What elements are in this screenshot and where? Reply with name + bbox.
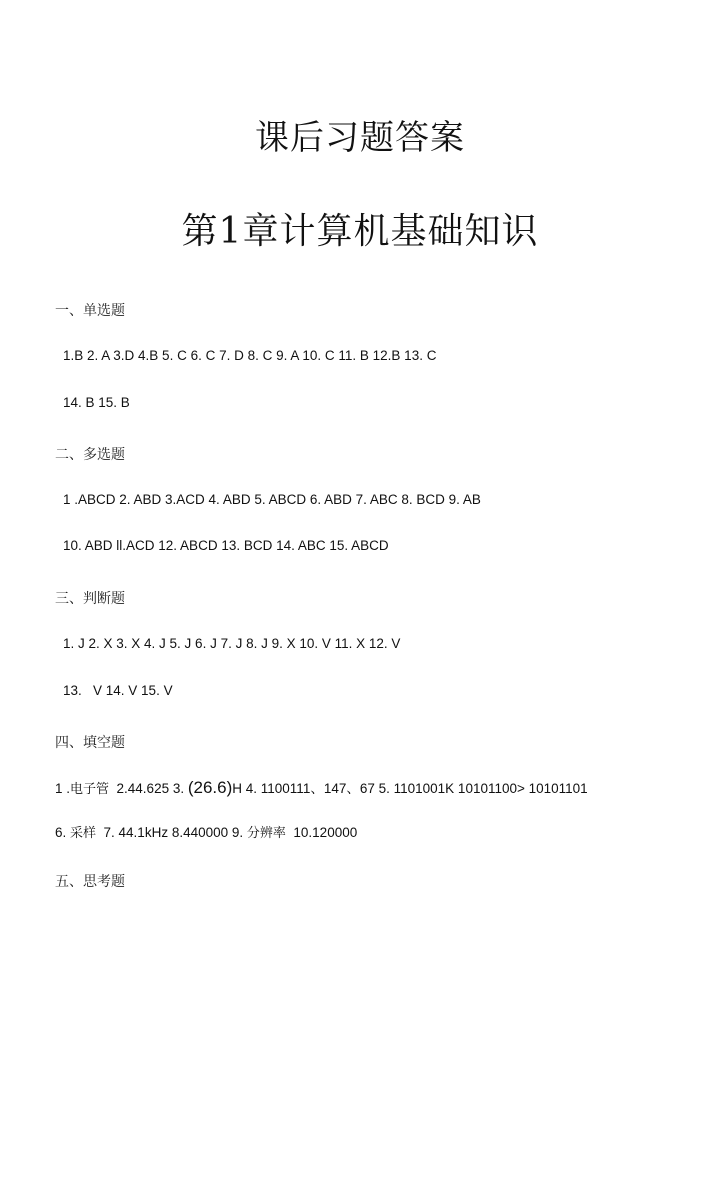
answer-text: 6. [55,825,71,840]
section-heading-discussion: 五、思考题 [55,874,125,890]
answer-line [55,822,357,841]
section-heading-true-false: 三、判断题 [55,591,125,607]
section-heading-single-choice: 一、单选题 [55,303,125,319]
answer-text: 2.44.625 3. [109,781,188,796]
answer-text: 电子管 [70,782,110,797]
answer-text: H 4. 1100111、147、67 5. 1101001K 10101100> 10101101 [232,781,588,796]
answer-text: 10.120000 [285,825,358,840]
answer-text: 7. 44.1kHz 8.440000 9. [96,825,247,840]
document-title: 课后习题答案 [255,118,465,158]
answer-line: 13. V 14. V 15. V [63,683,173,698]
answer-line: 10. ABD ll.ACD 12. ABCD 13. BCD 14. ABC 15. ABCD [63,538,389,553]
answer-line: 1. J 2. X 3. X 4. J 5. J 6. J 7. J 8. J 9. X 10. V 11. X 12. V [63,636,401,651]
answer-line: 1.B 2. A 3.D 4.B 5. C 6. C 7. D 8. C 9. A 10. C 11. B 12.B 13. C [63,348,437,363]
answer-line: 14. B 15. B [63,395,130,410]
answer-line: 1 .ABCD 2. ABD 3.ACD 4. ABD 5. ABCD 6. ABD 7. ABC 8. BCD 9. AB [63,492,481,507]
section-heading-fill-in: 四、填空题 [55,735,125,751]
section-heading-multiple-choice: 二、多选题 [55,447,125,463]
answer-text: 1 . [55,781,71,796]
chapter-title: 第1章计算机基础知识 [181,211,539,252]
answer-line [55,777,588,798]
answer-text: 分辨率 [246,826,286,841]
answer-text: (26.6) [187,778,233,797]
answer-text: 采样 [70,826,97,841]
